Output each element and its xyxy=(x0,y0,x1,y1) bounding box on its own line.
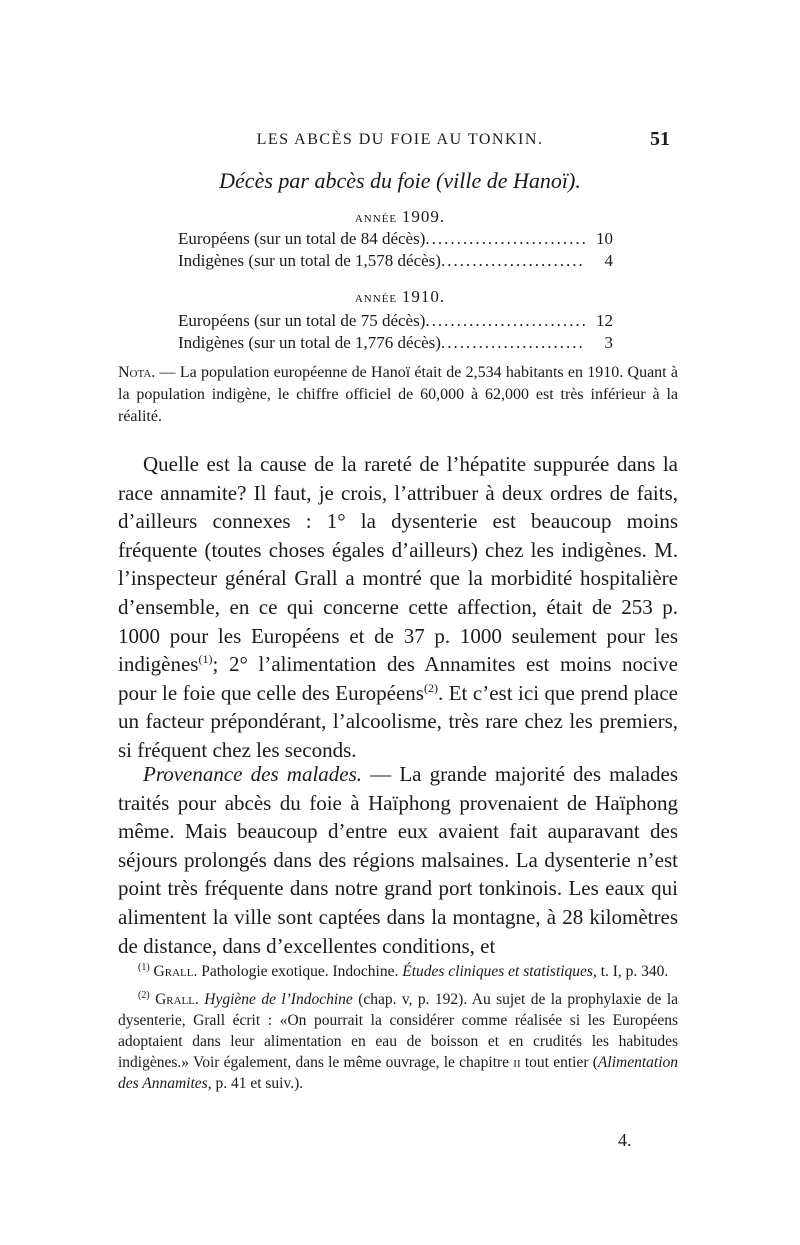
nota-note xyxy=(118,362,678,428)
footnote-title: Hygiène de l’Indochine xyxy=(204,991,353,1009)
footnote-text: tout entier ( xyxy=(520,1054,598,1072)
paragraph-text: . Et c’est ici que prend place un facteur prépondérant, l’alcoolisme, très rare chez les premiers, si fréquent chez les seconds. xyxy=(118,680,678,762)
footnote-text: t. I, p. 340. xyxy=(596,963,669,981)
row-label: Européens (sur un total de 84 décès) xyxy=(178,229,426,248)
nota-text: — La population européenne de Hanoï était de 2,534 habitants en 1910. Quant à la population indigène, le chiffre officiel de 60,000 à 62,000 est très inférieur à la réalité. xyxy=(118,364,678,425)
table-row xyxy=(178,251,613,271)
footnote-1 xyxy=(118,957,678,982)
footnote-title: Études cliniques et statistiques, xyxy=(402,963,597,981)
paragraph-causes xyxy=(118,450,678,765)
footnote-ref-1[interactable]: (1) xyxy=(198,652,213,667)
footnote-text: (chap. v, p. 192). Au sujet de la prophylaxie de la dysenterie, Grall écrit : «On pourrait la considérer comme réalisée si les Européens adoptaient dans leur alimentation en eau de boisson et en crudités les habitudes indigènes.» Voir également, dans le même ouvrage, le chapitre xyxy=(118,991,679,1072)
row-label: Européens (sur un total de 75 décès) xyxy=(178,311,426,330)
running-title: LES ABCÈS DU FOIE AU TONKIN. xyxy=(256,131,544,148)
year-heading-1909 xyxy=(0,207,800,227)
section-heading: Provenance des malades. xyxy=(143,762,363,786)
year-value: 1909. xyxy=(401,207,446,226)
dot-leader xyxy=(441,333,585,353)
footnotes xyxy=(118,957,678,1097)
dot-leader xyxy=(441,251,585,271)
paragraph-text: Quelle est la cause de la rareté de l’hépatite suppurée dans la race annamite? Il faut, je crois, l’attribuer à deux ordres de faits, d’ailleurs connexes : 1° la dysenterie est beaucoup moins fréquente (toutes choses égales d’ailleurs) chez les indigènes. M. l’inspecteur général Grall a montré que la morbidité hospitalière d’ensemble, en ce qui concerne cette affection, était de 253 p. 1000 pour les Européens et de 37 p. 1000 seulement pour les indigènes xyxy=(118,452,678,677)
footnote-author: Grall. xyxy=(155,991,199,1009)
row-label: Indigènes (sur un total de 1,578 décès) xyxy=(178,251,441,270)
row-value: 3 xyxy=(604,333,613,352)
signature-mark: 4. xyxy=(618,1130,632,1150)
footnote-title: Alimentation des Annamites, xyxy=(118,1054,678,1093)
year-label: année xyxy=(354,210,398,226)
footnote-text: p. 41 et suiv.). xyxy=(211,1075,304,1093)
footnote-2 xyxy=(118,985,678,1094)
paragraph-text: ; 2° l’alimentation des Annamites est moins nocive pour le foie que celle des Européens xyxy=(118,652,678,705)
year-value: 1910. xyxy=(401,287,446,306)
year-heading-1910 xyxy=(0,287,800,307)
dot-leader xyxy=(425,311,585,331)
row-label: Indigènes (sur un total de 1,776 décès) xyxy=(178,333,441,352)
table-row xyxy=(178,311,613,331)
paragraph-provenance xyxy=(118,760,678,960)
dot-leader xyxy=(425,229,585,249)
footnote-author: Grall. xyxy=(153,963,198,981)
row-value: 10 xyxy=(596,229,613,248)
footnote-ref-2[interactable]: (2) xyxy=(423,680,438,695)
page-number: 51 xyxy=(650,128,670,150)
footnote-mark: (2) xyxy=(138,990,150,1002)
table-row xyxy=(178,333,613,353)
year-label: année xyxy=(354,290,398,306)
footnote-mark: (1) xyxy=(138,962,150,973)
paragraph-text: — La grande majorité des malades traités pour abcès du foie à Haïphong provenaient de Haïphong même. Mais beaucoup d’entre eux avaient fait auparavant des séjours prolongés dans des régions malsaines. La dysenterie n’est point très fréquente dans notre grand port tonkinois. Les eaux qui alimentent la ville sont captées dans la montagne, à 28 kilomètres de distance, dans d’excellentes conditions, et xyxy=(118,762,678,958)
footnote-chapter: ii xyxy=(513,1054,521,1072)
table-title: Décès par abcès du foie (ville de Hanoï). xyxy=(219,168,581,193)
nota-label: Nota. xyxy=(118,364,156,381)
table-row xyxy=(178,229,613,249)
footnote-text: Pathologie exotique. Indochine. xyxy=(197,963,403,981)
row-value: 12 xyxy=(596,311,613,330)
row-value: 4 xyxy=(604,251,613,270)
